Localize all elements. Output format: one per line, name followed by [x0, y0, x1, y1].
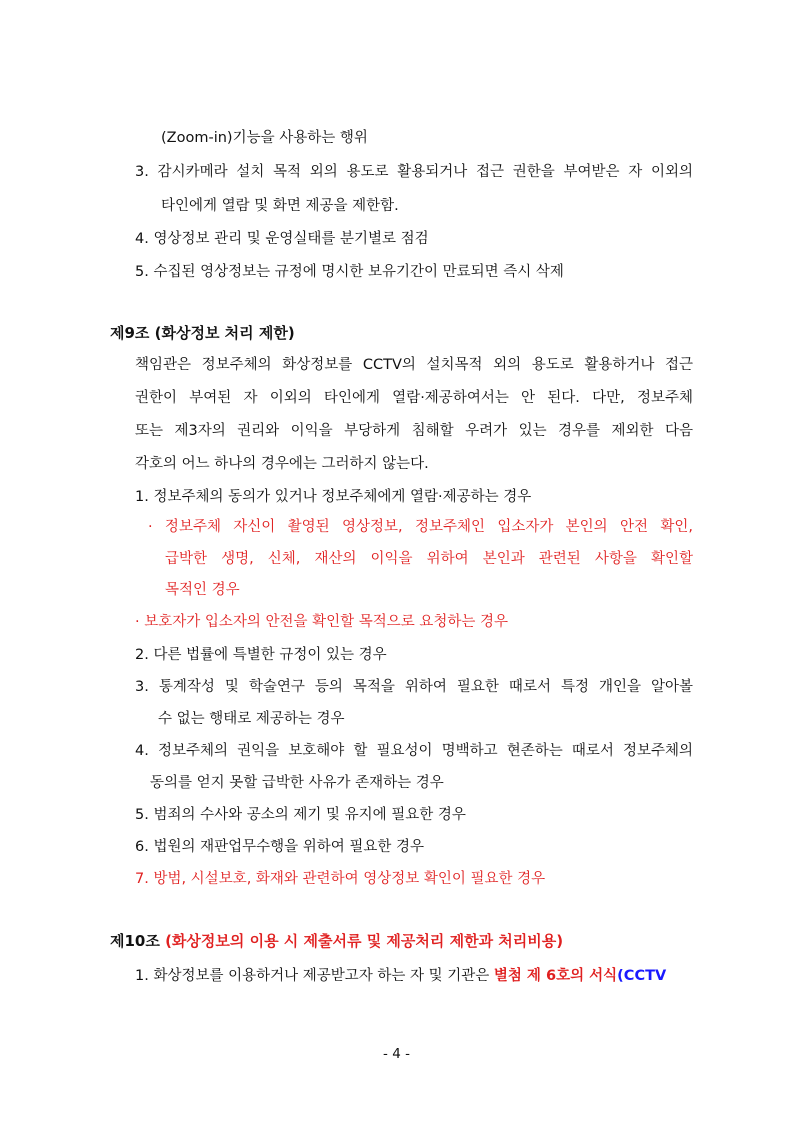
article-9-sub-1-line-3: 목적인 경우 [165, 582, 240, 598]
article-9-sub-1-line-1: · 정보주체 자신이 촬영된 영상정보, 정보주체인 입소자가 본인의 안전 확인, [148, 519, 693, 535]
page-number: - 4 - [383, 1046, 410, 1062]
article-9-item-5: 5. 범죄의 수사와 공소의 제기 및 유지에 필요한 경우 [135, 807, 466, 823]
article-9-item-1: 1. 정보주체의 동의가 있거나 정보주체에게 열람·제공하는 경우 [135, 489, 532, 505]
article-10-title-prefix: 제10조 [110, 932, 166, 950]
article-9-sub-2: · 보호자가 입소자의 안전을 확인할 목적으로 요청하는 경우 [135, 614, 509, 630]
article-9-item-7: 7. 방범, 시설보호, 화재와 관련하여 영상정보 확인이 필요한 경우 [135, 871, 546, 887]
cctv-reference: (CCTV [617, 968, 667, 984]
article-10-title-text: (화상정보의 이용 시 제출서류 및 제공처리 제한과 처리비용) [165, 932, 564, 950]
article-9-item-3-line-2: 수 없는 행태로 제공하는 경우 [158, 711, 345, 727]
article-9-title: 제9조 (화상정보 처리 제한) [110, 324, 295, 342]
article-9-sub-1-line-2: 급박한 생명, 신체, 재산의 이익을 위하여 본인과 관련된 사항을 확인할 [165, 551, 693, 567]
article-9-item-6: 6. 법원의 재판업무수행을 위하여 필요한 경우 [135, 839, 425, 855]
article-10-item-1-text: 1. 화상정보를 이용하거나 제공받고자 하는 자 및 기관은 [135, 968, 494, 984]
article-9-intro-line-1: 책임관은 정보주체의 화상정보를 CCTV의 설치목적 외의 용도로 활용하거나 접근 [135, 357, 693, 373]
article-9-item-3-line-1: 3. 통계작성 및 학술연구 등의 목적을 위하여 필요한 때로서 특정 개인을 알아볼 [135, 679, 693, 695]
attachment-form-reference: 별첨 제 6호의 서식 [493, 968, 618, 984]
article-9-intro-line-3: 또는 제3자의 권리와 이익을 부당하게 침해할 우려가 있는 경우를 제외한 다음 [135, 423, 693, 439]
article-9-item-2: 2. 다른 법률에 특별한 규정이 있는 경우 [135, 647, 387, 663]
article-9-item-4-line-2: 동의를 얻지 못할 급박한 사유가 존재하는 경우 [150, 775, 444, 791]
article-9-item-4-line-1: 4. 정보주체의 권익을 보호해야 할 필요성이 명백하고 현존하는 때로서 정보주체의 [135, 743, 693, 759]
article-9-intro-line-2: 권한이 부여된 자 이외의 타인에게 열람·제공하여서는 안 된다. 다만, 정보주체 [135, 390, 693, 406]
prev-item-4: 4. 영상정보 관리 및 운영실태를 분기별로 점검 [135, 231, 429, 247]
prev-item-3-line-1: 3. 감시카메라 설치 목적 외의 용도로 활용되거나 접근 권한을 부여받은 자 이외의 [135, 164, 693, 180]
prev-item-5: 5. 수집된 영상정보는 규정에 명시한 보유기간이 만료되면 즉시 삭제 [135, 264, 564, 280]
zoom-continuation: (Zoom-in)기능을 사용하는 행위 [161, 130, 368, 146]
article-9-intro-line-4: 각호의 어느 하나의 경우에는 그러하지 않는다. [135, 456, 429, 472]
article-10-title [110, 931, 563, 951]
article-10-item-1 [135, 966, 666, 986]
prev-item-3-line-2: 타인에게 열람 및 화면 제공을 제한함. [161, 198, 399, 214]
